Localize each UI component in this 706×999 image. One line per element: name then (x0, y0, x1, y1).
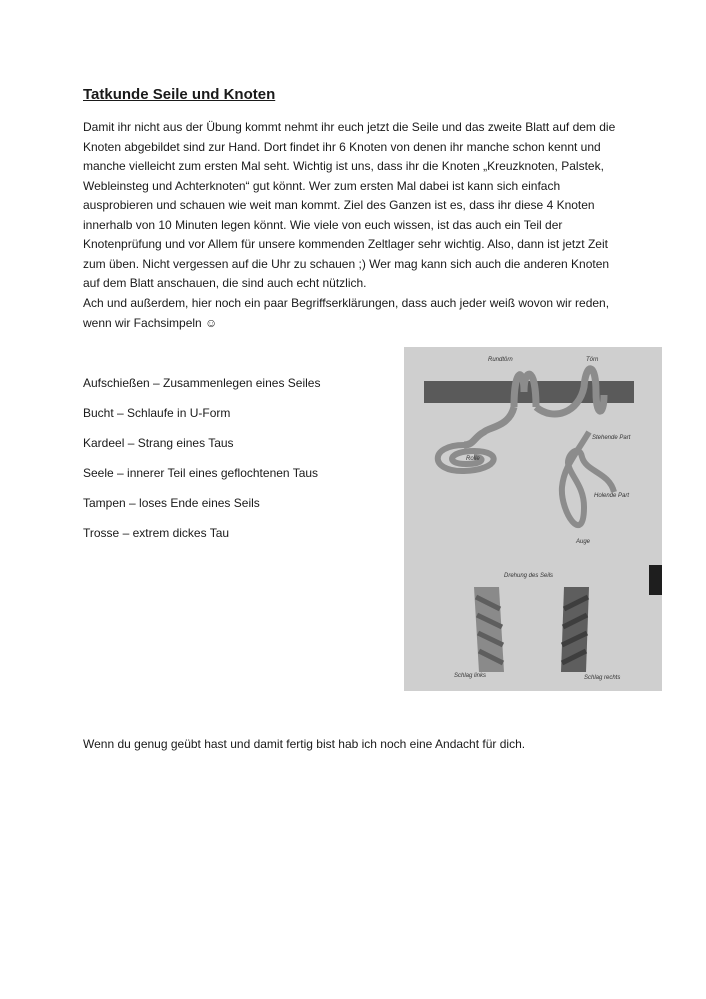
page-title: Tatkunde Seile und Knoten (83, 86, 276, 103)
rope-schlag-links (474, 587, 504, 672)
intro-paragraph: Damit ihr nicht aus der Übung kommt nehmt ihr euch jetzt die Seile und das zweite Blatt auf dem die Knoten abgebildet sind zur Hand. Dort findet ihr 6 Knoten von denen ihr manche schon kennt und manche vielleicht zum ersten Mal seht. Wichtig ist uns, dass ihr die Knoten „Kreuzknoten, Palstek, Webleinsteg und Achterknoten“ gut könnt. Wer zum ersten Mal dabei ist kann sich einfach ausprobieren und schauen wie weit man kommt. Ziel des Ganzen ist es, dass ihr diese 4 Knoten innerhalb von 10 Minuten legen könnt. Wie viele von euch wissen, ist das auch ein Teil der Knotenprüfung und vor Allem für unsere kommenden Zeltlager sehr wichtig. Also, dann ist jetzt Zeit zum üben. Nicht vergessen auf die Uhr zu schauen ;) Wer mag kann sich auch die anderen Knoten auf dem Blatt anschauen, die sind auch echt nützlich. (83, 120, 616, 290)
page-edge-block (649, 565, 662, 595)
glossary-item-kardeel: Kardeel – Strang eines Taus (83, 436, 234, 450)
glossary-item-aufschiessen: Aufschießen – Zusammenlegen eines Seiles (83, 376, 321, 390)
rope-illustration (404, 347, 662, 691)
label-stehende-part: Stehende Part (592, 435, 631, 441)
label-holende-part: Holende Part (594, 493, 630, 499)
label-rundtoern: Rundtörn (488, 357, 513, 363)
outro-text: Wenn du genug geübt hast und damit fertig bist hab ich noch eine Andacht für dich. (83, 737, 526, 751)
rope-terminology-figure (404, 347, 662, 691)
label-toern: Törn (586, 357, 599, 363)
glossary-item-bucht: Bucht – Schlaufe in U-Form (83, 406, 231, 420)
rope-auge (562, 432, 614, 525)
rope-down (464, 407, 514, 445)
glossary-item-seele: Seele – innerer Teil eines geflochtenen Taus (83, 466, 319, 480)
glossary-intro-paragraph: Ach und außerdem, hier noch ein paar Begriffserklärungen, dass auch jeder weiß wovon wir reden, wenn wir Fachsimpeln ☺ (83, 296, 610, 330)
label-auge: Auge (576, 539, 591, 545)
glossary-item-trosse: Trosse – extrem dickes Tau (83, 526, 230, 540)
label-drehung: Drehung des Seils (504, 573, 554, 579)
rope-schlag-rechts (561, 587, 589, 672)
label-schlag-rechts: Schlag rechts (584, 675, 621, 681)
glossary-list (83, 374, 320, 554)
label-rolle: Rolle (466, 456, 480, 462)
glossary-item-tampen: Tampen – loses Ende eines Seils (83, 496, 260, 510)
label-schlag-links: Schlag links (454, 673, 487, 679)
